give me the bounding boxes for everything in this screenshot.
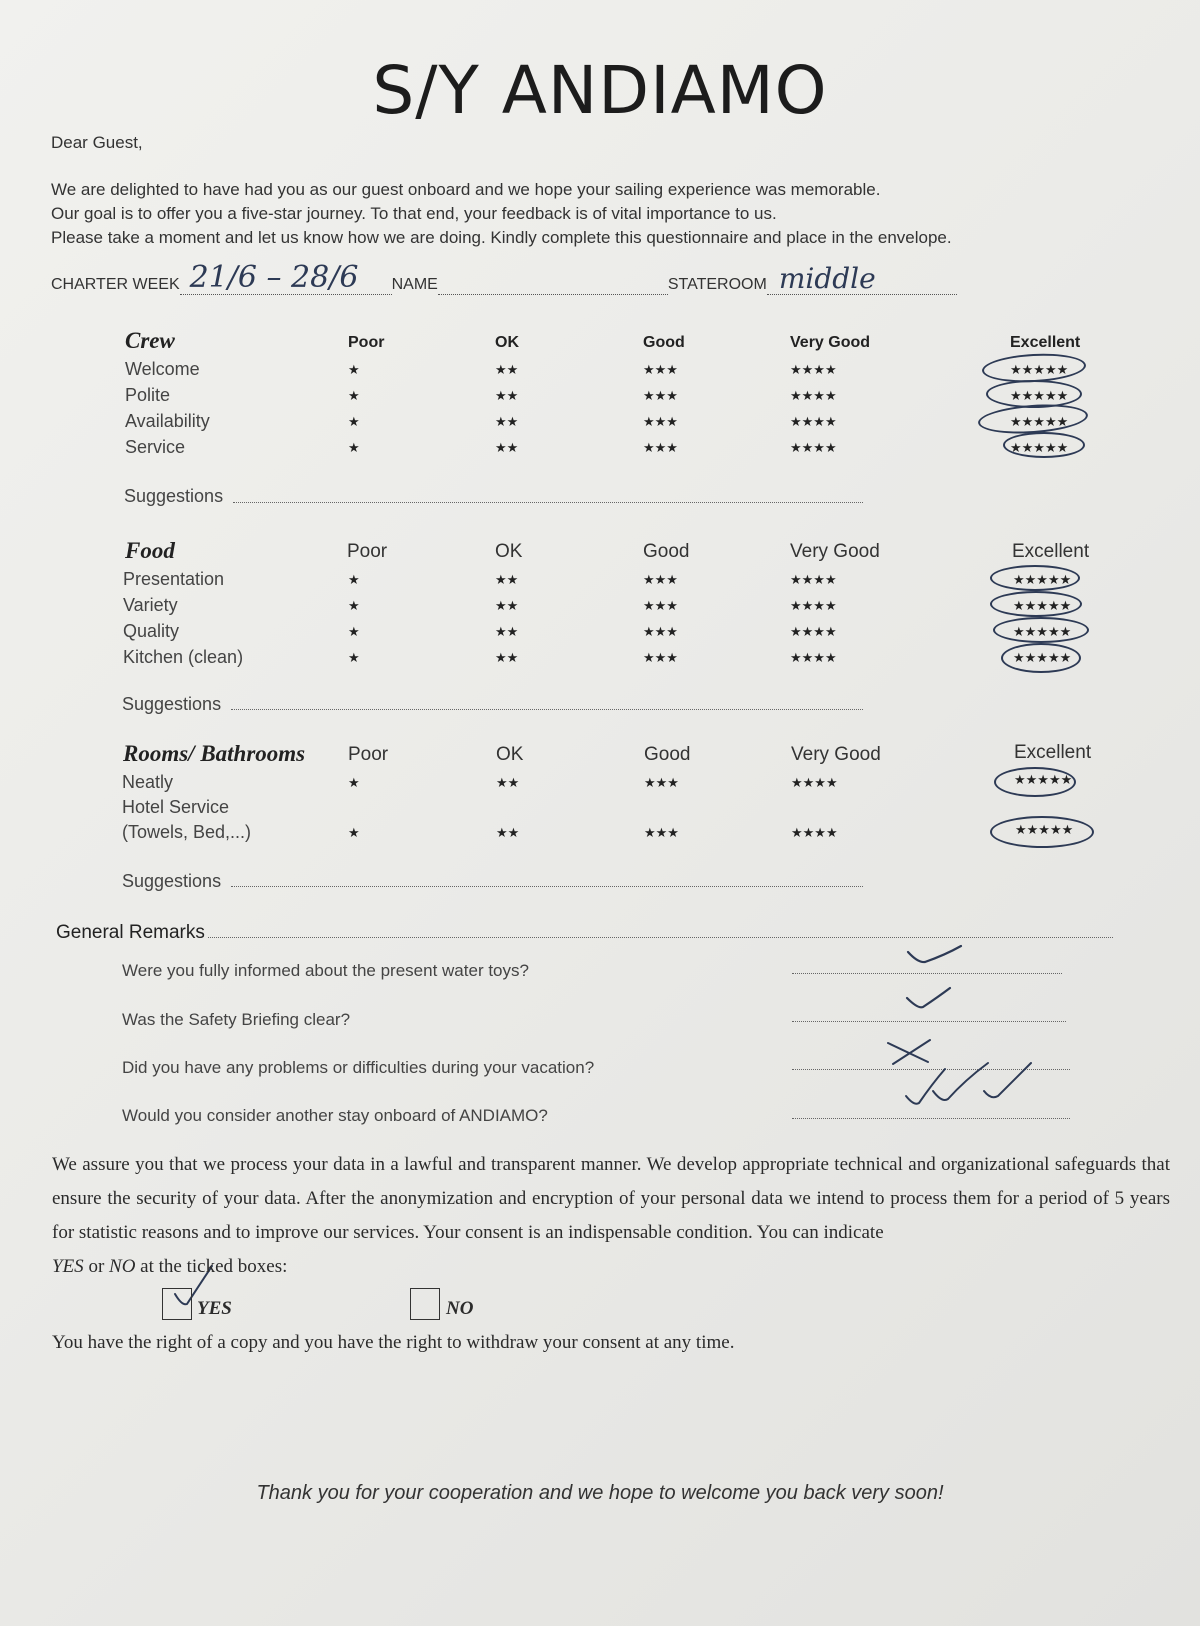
rating-option-very-good[interactable]: ★★★★ (790, 388, 837, 403)
question-problems: Did you have any problems or difficulties during your vacation? (122, 1058, 595, 1077)
consent-rights: You have the right of a copy and you have the right to withdraw your consent at any time. (52, 1332, 735, 1353)
rating-option-excellent[interactable]: ★★★★★ (1015, 822, 1074, 837)
col-excellent: Excellent (1014, 742, 1092, 763)
section-title-food: Food (125, 538, 175, 563)
rating-option-poor[interactable]: ★ (348, 388, 360, 403)
rating-option-excellent[interactable]: ★★★★★ (1013, 624, 1072, 639)
col-very-good: Very Good (791, 744, 881, 765)
rating-option-very-good[interactable]: ★★★★ (790, 362, 837, 377)
question-water-toys: Were you fully informed about the present water toys? (122, 961, 529, 980)
crew-row-availability: Availability (125, 411, 210, 431)
rating-option-ok[interactable]: ★★ (495, 414, 519, 429)
rating-option-good[interactable]: ★★★ (643, 388, 678, 403)
consent-no-checkbox[interactable] (410, 1288, 440, 1320)
rating-option-ok[interactable]: ★★ (496, 775, 520, 790)
col-very-good: Very Good (790, 541, 880, 562)
page-title: S/Y ANDIAMO (372, 52, 828, 129)
consent-yes-label: YES (197, 1298, 232, 1319)
intro-line-3: Please take a moment and let us know how we are doing. Kindly complete this questionnaire and place in the envelope. (51, 228, 952, 247)
col-poor: Poor (348, 334, 385, 351)
name-label: NAME (391, 276, 438, 293)
rating-option-poor[interactable]: ★ (348, 572, 360, 587)
rating-option-very-good[interactable]: ★★★★ (791, 775, 838, 790)
crew-suggestions-label: Suggestions (124, 486, 224, 506)
thank-you-note: Thank you for your cooperation and we hope to welcome you back very soon! (256, 1482, 944, 1504)
rooms-row-hotel-service: Hotel Service (122, 797, 230, 817)
rating-option-good[interactable]: ★★★ (643, 414, 678, 429)
rating-option-excellent[interactable]: ★★★★★ (1013, 598, 1072, 613)
stateroom-value: middle (778, 262, 876, 295)
rating-option-ok[interactable]: ★★ (495, 362, 519, 377)
rating-option-good[interactable]: ★★★ (643, 598, 678, 613)
rating-option-ok[interactable]: ★★ (495, 440, 519, 455)
rating-option-very-good[interactable]: ★★★★ (790, 598, 837, 613)
rating-option-poor[interactable]: ★ (348, 414, 360, 429)
rating-option-ok[interactable]: ★★ (495, 650, 519, 665)
col-good: Good (643, 541, 690, 562)
rating-option-excellent[interactable]: ★★★★★ (1014, 772, 1073, 787)
general-remarks-label: General Remarks (56, 922, 205, 943)
rating-option-poor[interactable]: ★ (348, 440, 360, 455)
rating-option-very-good[interactable]: ★★★★ (790, 414, 837, 429)
rating-option-poor[interactable]: ★ (348, 775, 360, 790)
question-safety-briefing: Was the Safety Briefing clear? (122, 1010, 351, 1029)
rating-option-ok[interactable]: ★★ (495, 388, 519, 403)
rating-option-excellent[interactable]: ★★★★★ (1013, 650, 1072, 665)
col-good: Good (643, 334, 685, 351)
rating-option-excellent[interactable]: ★★★★★ (1010, 440, 1069, 455)
food-suggestions-label: Suggestions (122, 694, 222, 714)
rating-option-ok[interactable]: ★★ (495, 598, 519, 613)
food-row-quality: Quality (123, 621, 180, 641)
consent-no-label: NO (446, 1298, 474, 1319)
rating-option-good[interactable]: ★★★ (643, 624, 678, 639)
rating-option-ok[interactable]: ★★ (496, 825, 520, 840)
rooms-row-towels-bed: (Towels, Bed,...) (122, 822, 252, 842)
intro-line-2: Our goal is to offer you a five-star journey. To that end, your feedback is of vital importance to us. (51, 204, 777, 223)
section-title-rooms: Rooms/ Bathrooms (123, 741, 306, 766)
consent-yes-checkbox[interactable] (162, 1288, 192, 1320)
cross-mark-icon (888, 1040, 930, 1064)
check-mark-icon (908, 946, 961, 962)
stateroom-label: STATEROOM (667, 276, 767, 293)
crew-row-welcome: Welcome (125, 359, 200, 379)
rooms-row-neatly: Neatly (122, 772, 174, 792)
rating-option-very-good[interactable]: ★★★★ (790, 572, 837, 587)
charter-week-label: CHARTER WEEK (51, 276, 180, 293)
rating-option-excellent[interactable]: ★★★★★ (1010, 388, 1069, 403)
rating-option-very-good[interactable]: ★★★★ (790, 650, 837, 665)
consent-paragraph: We assure you that we process your data in a lawful and transparent manner. We develop appropriate technical and organizational safeguards that ensure the security of your data. After the anonymization and encryption of your personal data we intend to process them for a period of 5 years for statistic reasons and to improve our services. Your consent is an indispensable condition. You can indicate YES or NO at the ticked boxes: (52, 1154, 1170, 1277)
rating-option-poor[interactable]: ★ (348, 362, 360, 377)
rating-option-very-good[interactable]: ★★★★ (790, 624, 837, 639)
rating-option-very-good[interactable]: ★★★★ (791, 825, 838, 840)
rating-option-poor[interactable]: ★ (348, 650, 360, 665)
rating-option-poor[interactable]: ★ (348, 624, 360, 639)
rating-option-good[interactable]: ★★★ (643, 362, 678, 377)
charter-week-value: 21/6 – 28/6 (189, 260, 359, 295)
check-mark-icon (907, 988, 950, 1007)
rating-option-very-good[interactable]: ★★★★ (790, 440, 837, 455)
section-title-crew: Crew (125, 328, 175, 353)
food-row-kitchen: Kitchen (clean) (123, 647, 244, 667)
rating-option-good[interactable]: ★★★ (644, 825, 679, 840)
crew-row-service: Service (125, 437, 186, 457)
check-mark-icon (933, 1063, 988, 1100)
col-good: Good (644, 744, 691, 765)
rating-option-good[interactable]: ★★★ (643, 650, 678, 665)
rating-option-excellent[interactable]: ★★★★★ (1010, 414, 1069, 429)
rating-option-good[interactable]: ★★★ (644, 775, 679, 790)
rating-option-good[interactable]: ★★★ (643, 572, 678, 587)
col-ok: OK (496, 744, 524, 765)
rating-option-ok[interactable]: ★★ (495, 572, 519, 587)
intro-line-1: We are delighted to have had you as our guest onboard and we hope your sailing experience was memorable. (51, 180, 881, 199)
col-poor: Poor (347, 541, 388, 562)
col-excellent: Excellent (1012, 541, 1090, 562)
col-poor: Poor (348, 744, 389, 765)
salutation: Dear Guest, (51, 133, 143, 152)
rating-option-ok[interactable]: ★★ (495, 624, 519, 639)
food-row-variety: Variety (123, 595, 178, 615)
col-excellent: Excellent (1010, 334, 1081, 351)
rating-option-excellent[interactable]: ★★★★★ (1010, 362, 1069, 377)
col-ok: OK (495, 334, 519, 351)
crew-row-polite: Polite (125, 385, 171, 405)
rating-option-excellent[interactable]: ★★★★★ (1013, 572, 1072, 587)
question-another-stay: Would you consider another stay onboard of ANDIAMO? (122, 1106, 548, 1125)
check-mark-icon (984, 1063, 1031, 1097)
rating-option-good[interactable]: ★★★ (643, 440, 678, 455)
rating-option-poor[interactable]: ★ (348, 825, 360, 840)
col-very-good: Very Good (790, 334, 871, 351)
rooms-suggestions-label: Suggestions (122, 871, 222, 891)
rating-option-poor[interactable]: ★ (348, 598, 360, 613)
food-row-presentation: Presentation (123, 569, 225, 589)
col-ok: OK (495, 541, 523, 562)
